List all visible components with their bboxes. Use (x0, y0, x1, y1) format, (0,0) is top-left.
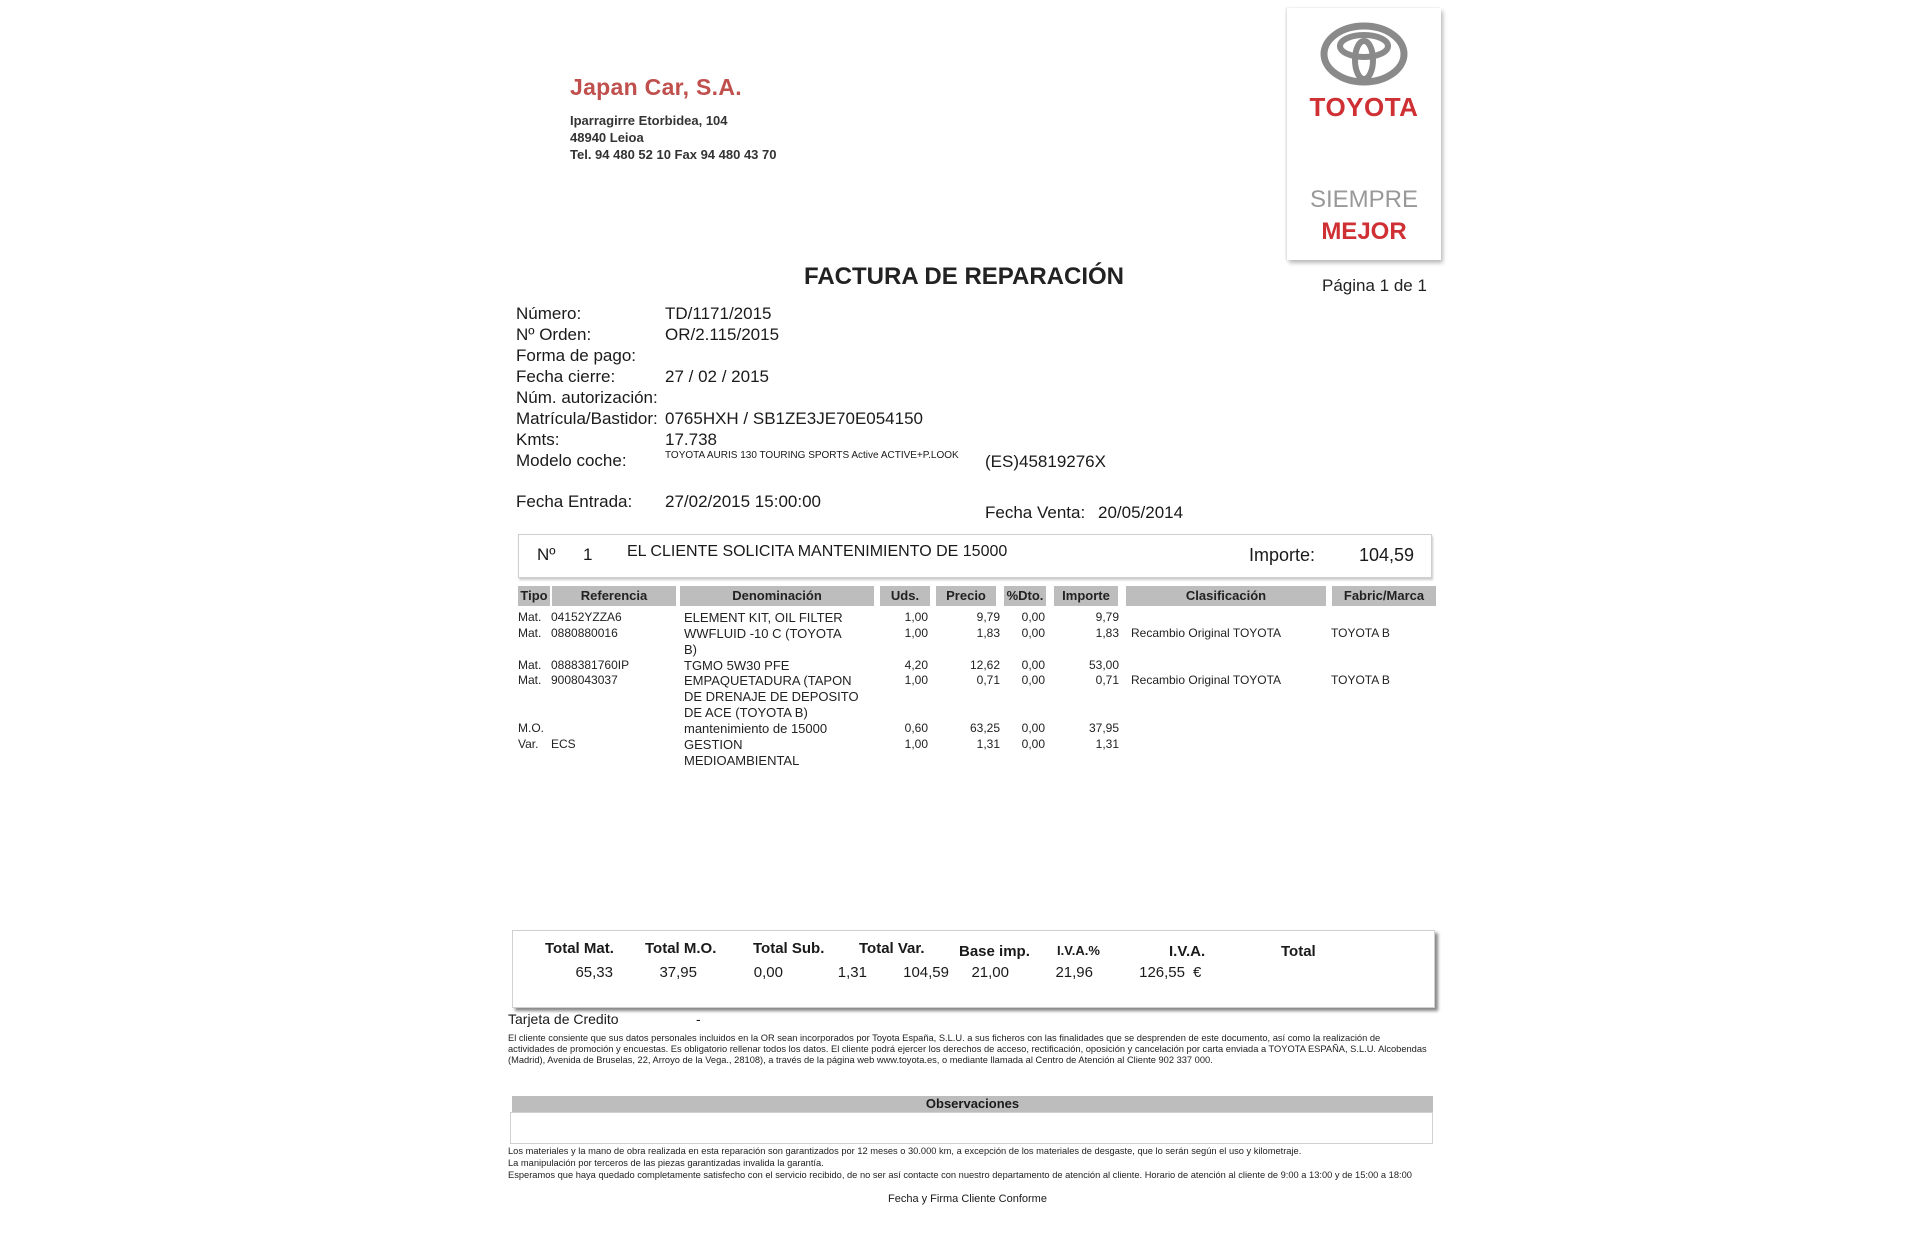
table-row (0, 658, 1920, 674)
cell-referencia: ECS (551, 737, 576, 751)
slogan-line-2: MEJOR (1321, 218, 1407, 245)
toyota-logo-card (1287, 8, 1441, 260)
field-label-kmts: Kmts: (516, 430, 560, 449)
cell-importe: 53,00 (1088, 658, 1119, 672)
col-header-precio: Precio (936, 586, 996, 606)
repair-line-box (518, 534, 1432, 578)
field-label-matricula: Matrícula/Bastidor: (516, 409, 658, 428)
line-description: EL CLIENTE SOLICITA MANTENIMIENTO DE 15000 (627, 543, 1008, 560)
field-label-numero: Número: (516, 304, 582, 323)
observaciones-header: Observaciones (512, 1096, 1433, 1112)
cell-dto: 0,00 (1021, 721, 1045, 735)
line-number: 1 (583, 545, 593, 564)
currency-symbol: € (1193, 964, 1202, 981)
field-label-orden: Nº Orden: (516, 325, 592, 344)
field-value-modelo: TOYOTA AURIS 130 TOURING SPORTS Active ACTIVE+P.LOOK (665, 450, 959, 461)
iva-label: I.V.A. (1169, 943, 1206, 960)
field-label-autorizacion: Núm. autorización: (516, 388, 658, 407)
table-row (0, 721, 1920, 737)
total-mo-label: Total M.O. (645, 940, 717, 957)
customer-nif: (ES)45819276X (985, 452, 1106, 471)
total-mat-value: 65,33 (575, 964, 613, 981)
cell-referencia: 04152YZZA6 (551, 610, 622, 624)
total-sub-label: Total Sub. (753, 940, 825, 957)
guarantee-line-3: Esperamos que haya quedado completamente satisfecho con el servicio recibido, de no ser así contacte con nuestro departamento de atención al cliente. Horario de atención al cliente de 9:00 a 13:00 y de 15:00 a 18:00 (508, 1170, 1412, 1180)
cell-uds: 1,00 (904, 737, 928, 751)
field-value-kmts: 17.738 (665, 430, 717, 449)
cell-denominacion-cont: DE ACE (TOYOTA B) (684, 705, 808, 720)
cell-denominacion: mantenimiento de 15000 (684, 721, 828, 736)
page-indicator: Página 1 de 1 (1322, 276, 1427, 295)
cell-dto: 0,00 (1021, 658, 1045, 672)
guarantee-line-2: La manipulación por terceros de las piezas garantizadas invalida la garantía. (508, 1158, 824, 1168)
cell-importe: 9,79 (1095, 610, 1119, 624)
total-label: Total (1281, 943, 1316, 960)
cell-denominacion: WWFLUID -10 C (TOYOTA (684, 626, 842, 641)
col-header-denominacion: Denominación (680, 586, 874, 606)
line-no-label: Nº (537, 545, 556, 564)
totals-box (512, 930, 1435, 1008)
signature-label: Fecha y Firma Cliente Conforme (888, 1193, 1047, 1205)
total-var-value: 1,31 (837, 964, 867, 981)
total-var-label: Total Var. (859, 940, 925, 957)
cell-precio: 1,31 (976, 737, 1000, 751)
fecha-venta-label: Fecha Venta: (985, 503, 1086, 522)
cell-importe: 1,31 (1095, 737, 1119, 751)
cell-importe: 1,83 (1095, 626, 1119, 640)
cell-dto: 0,00 (1021, 737, 1045, 751)
guarantee-line-1: Los materiales y la mano de obra realizada en esta reparación son garantizados por 12 meses o 30.000 km, a excepción de los materiales de desgaste, que lo serán según el uso y kilometraje. (508, 1146, 1302, 1156)
iva-pct-value: 21,00 (971, 964, 1009, 981)
slogan-line-1: SIEMPRE (1309, 186, 1419, 213)
line-importe-label: Importe: (1249, 545, 1316, 565)
cell-precio: 63,25 (969, 721, 1000, 735)
cell-denominacion: TGMO 5W30 PFE (684, 658, 790, 673)
cell-marca: TOYOTA B (1331, 626, 1390, 640)
col-header-clasificacion: Clasificación (1126, 586, 1326, 606)
cell-denominacion-cont: B) (684, 642, 697, 657)
fecha-entrada-label: Fecha Entrada: (516, 492, 633, 511)
field-label-forma-pago: Forma de pago: (516, 346, 637, 365)
base-imp-value: 104,59 (903, 964, 949, 981)
total-mo-value: 37,95 (659, 964, 697, 981)
col-header-marca: Fabric/Marca (1332, 586, 1436, 606)
line-importe-value: 104,59 (1359, 545, 1415, 565)
cell-tipo: M.O. (518, 721, 544, 735)
cell-referencia: 9008043037 (551, 673, 618, 687)
field-label-modelo: Modelo coche: (516, 451, 627, 470)
field-value-orden: OR/2.115/2015 (665, 325, 780, 344)
base-imp-label: Base imp. (959, 943, 1030, 960)
cell-uds: 4,20 (904, 658, 928, 672)
cell-precio: 12,62 (969, 658, 1000, 672)
payment-method-value: - (696, 1011, 701, 1027)
cell-marca: TOYOTA B (1331, 673, 1390, 687)
cell-precio: 0,71 (976, 673, 1000, 687)
total-value: 126,55 (1139, 964, 1185, 981)
col-header-importe: Importe (1054, 586, 1118, 606)
cell-clasificacion: Recambio Original TOYOTA (1131, 673, 1282, 687)
cell-uds: 1,00 (904, 626, 928, 640)
col-header-dto: %Dto. (1004, 586, 1046, 606)
cell-denominacion: EMPAQUETADURA (TAPON (684, 673, 852, 688)
cell-uds: 1,00 (904, 610, 928, 624)
payment-method-label: Tarjeta de Credito (508, 1011, 619, 1027)
toyota-brand-text: TOYOTA (1309, 92, 1419, 122)
cell-tipo: Var. (518, 737, 539, 751)
field-label-fecha-cierre: Fecha cierre: (516, 367, 616, 386)
cell-tipo: Mat. (518, 673, 542, 687)
table-row (0, 673, 1920, 721)
company-address-street: Iparragirre Etorbidea, 104 (570, 113, 728, 128)
company-address-city: 48940 Leioa (570, 130, 644, 145)
cell-tipo: Mat. (518, 626, 542, 640)
cell-tipo: Mat. (518, 658, 542, 672)
toyota-emblem-icon (1319, 22, 1409, 86)
cell-denominacion: GESTION (684, 737, 743, 752)
col-header-uds: Uds. (880, 586, 930, 606)
legal-notice: El cliente consiente que sus datos personales incluidos en la OR sean incorporados por Toyota España, S.L.U. a sus ficheros con las finalidades que se desprenden de este documento, así como la realización de actividades de promoción y encuestas. Es obligatorio rellenar todos los datos. El cliente podrá ejercer los derechos de acceso, rectificación, oposición y cancelación por carta enviada a TOYOTA ESPAÑA, S.L.U. Alcobendas (Madrid), Avenida de Bruselas, 22, Arroyo de la Vega., 28108), a través de la página web www.toyota.es, o mediante llamada al Centro de Atención al Cliente 902 337 000. (508, 1033, 1427, 1065)
cell-importe: 0,71 (1095, 673, 1119, 687)
cell-precio: 9,79 (976, 610, 1000, 624)
iva-value: 21,96 (1055, 964, 1093, 981)
cell-denominacion: ELEMENT KIT, OIL FILTER (684, 610, 843, 625)
cell-precio: 1,83 (976, 626, 1000, 640)
cell-importe: 37,95 (1088, 721, 1119, 735)
cell-clasificacion: Recambio Original TOYOTA (1131, 626, 1282, 640)
fecha-venta-value: 20/05/2014 (1098, 503, 1184, 522)
cell-referencia: 0880880016 (551, 626, 618, 640)
company-name: Japan Car, S.A. (570, 74, 742, 100)
table-row (0, 737, 1920, 769)
cell-referencia: 0888381760IP (551, 658, 630, 672)
cell-uds: 0,60 (904, 721, 928, 735)
cell-denominacion-cont: MEDIOAMBIENTAL (684, 753, 800, 768)
total-mat-label: Total Mat. (545, 940, 614, 957)
total-sub-value: 0,00 (753, 964, 783, 981)
invoice-title: FACTURA DE REPARACIÓN (804, 263, 1125, 290)
fecha-entrada-value: 27/02/2015 15:00:00 (665, 492, 821, 511)
field-value-numero: TD/1171/2015 (665, 304, 772, 323)
cell-denominacion-cont: DE DRENAJE DE DEPOSITO (684, 689, 859, 704)
table-row (0, 626, 1920, 658)
iva-pct-label: I.V.A.% (1057, 943, 1100, 958)
field-value-matricula: 0765HXH / SB1ZE3JE70E054150 (665, 409, 924, 428)
field-value-fecha-cierre: 27 / 02 / 2015 (665, 367, 769, 386)
cell-dto: 0,00 (1021, 610, 1045, 624)
cell-dto: 0,00 (1021, 673, 1045, 687)
col-header-referencia: Referencia (552, 586, 676, 606)
col-header-tipo: Tipo (518, 586, 550, 606)
cell-dto: 0,00 (1021, 626, 1045, 640)
cell-tipo: Mat. (518, 610, 542, 624)
company-phone: Tel. 94 480 52 10 Fax 94 480 43 70 (570, 147, 777, 162)
observaciones-box (510, 1112, 1433, 1144)
table-row (0, 610, 1920, 626)
cell-uds: 1,00 (904, 673, 928, 687)
